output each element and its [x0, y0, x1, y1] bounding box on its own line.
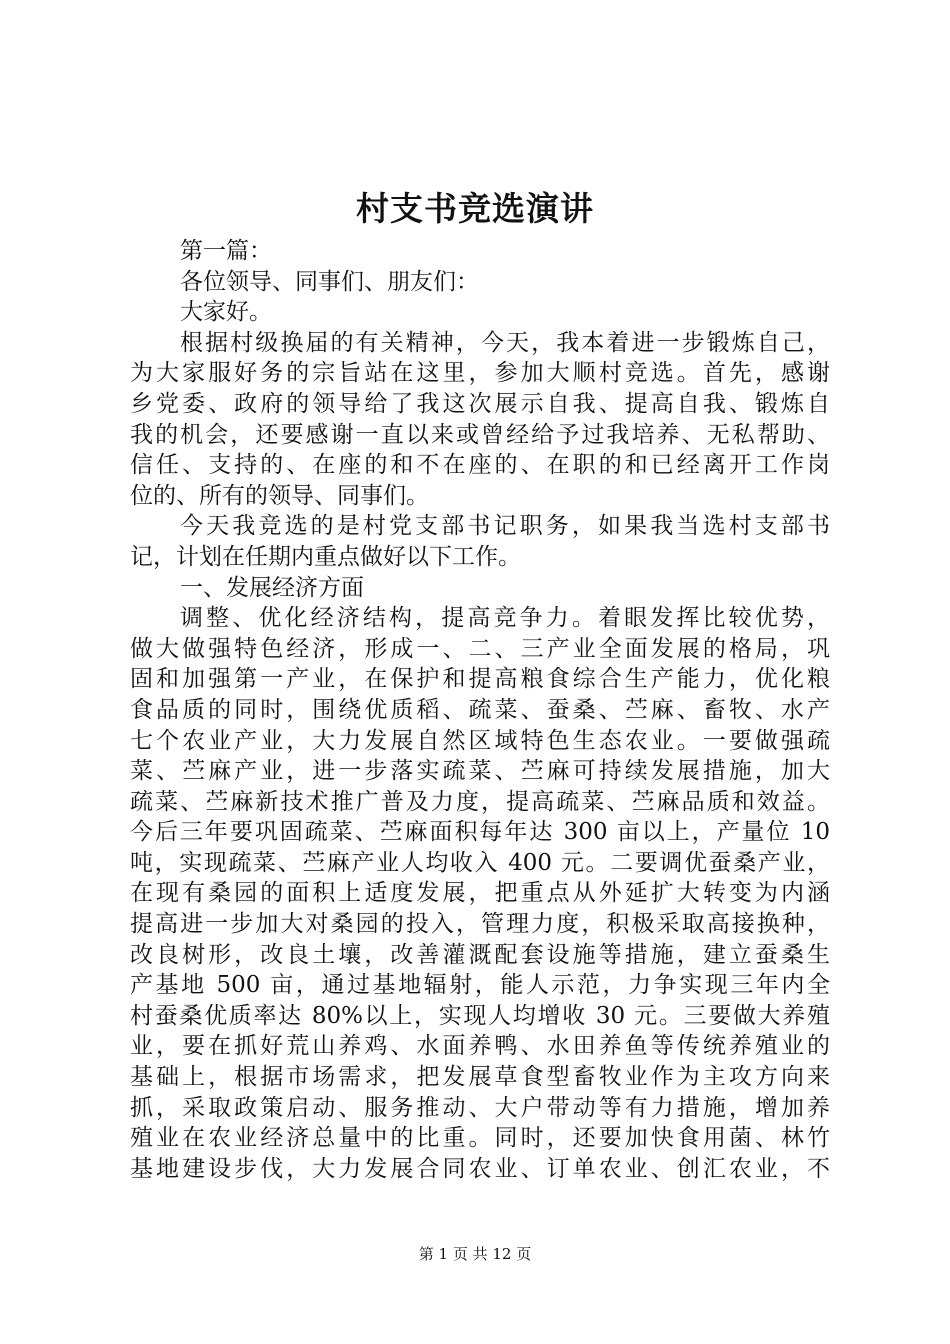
text-line: 位的、所有的领导、同事们。	[130, 482, 429, 509]
text-line: 大家好。	[180, 299, 272, 326]
text-line: 乡党委、政府的领导给了我这次展示自我、提高自我、锻炼自	[130, 390, 830, 417]
document-title: 村支书竞选演讲	[356, 189, 594, 228]
text-line: 提高进一步加大对桑园的投入，管理力度，积极采取高接换种，	[130, 911, 830, 938]
text-line: 第一篇：	[180, 238, 272, 264]
text-line: 各位领导、同事们、朋友们：	[180, 268, 479, 295]
text-line: 七个农业产业，大力发展自然区域特色生态农业。一要做强疏	[130, 727, 830, 754]
text-line: 村蚕桑优质率达 80%以上，实现人均增收 30 元。三要做大养殖	[130, 1002, 830, 1029]
text-line: 固和加强第一产业，在保护和提高粮食综合生产能力，优化粮	[130, 666, 830, 693]
text-line: 一、发展经济方面	[180, 574, 364, 601]
text-line: 我的机会，还要感谢一直以来或曾经给予过我培养、无私帮助、	[130, 421, 830, 448]
text-line: 做大做强特色经济，形成一、二、三产业全面发展的格局，巩	[130, 635, 830, 662]
page-footer: 第 1 页 共 12 页	[418, 1245, 532, 1263]
text-line: 为大家服好务的宗旨站在这里，参加大顺村竞选。首先，感谢	[130, 360, 830, 387]
text-line: 吨，实现疏菜、苎麻产业人均收入 400 元。二要调优蚕桑产业，	[130, 849, 830, 876]
text-line: 殖业在农业经济总量中的比重。同时，还要加快食用菌、林竹	[130, 1125, 830, 1152]
text-line: 抓，采取政策启动、服务推动、大户带动等有力措施，增加养	[130, 1094, 830, 1121]
text-line: 菜、苎麻产业，进一步落实疏菜、苎麻可持续发展措施，加大	[130, 758, 830, 785]
text-line: 食品质的同时，围绕优质稻、疏菜、蚕桑、苎麻、畜牧、水产	[130, 696, 830, 723]
text-line: 疏菜、苎麻新技术推广普及力度，提高疏菜、苎麻品质和效益。	[130, 788, 830, 815]
text-line: 基地建设步伐，大力发展合同农业、订单农业、创汇农业，不	[130, 1155, 830, 1182]
text-line: 产基地 500 亩，通过基地辐射，能人示范，力争实现三年内全	[130, 972, 830, 999]
text-line: 信任、支持的、在座的和不在座的、在职的和已经离开工作岗	[130, 452, 830, 479]
text-line: 记，计划在任期内重点做好以下工作。	[130, 543, 521, 570]
text-line: 今天我竞选的是村党支部书记职务，如果我当选村支部书	[180, 513, 830, 540]
text-line: 改良树形，改良土壤，改善灌溉配套设施等措施，建立蚕桑生	[130, 941, 830, 968]
text-line: 在现有桑园的面积上适度发展，把重点从外延扩大转变为内涵	[130, 880, 830, 907]
text-line: 调整、优化经济结构，提高竞争力。着眼发挥比较优势，	[180, 605, 830, 632]
text-line: 根据村级换届的有关精神，今天，我本着进一步锻炼自己，	[180, 329, 830, 356]
document-body	[130, 236, 830, 1184]
text-line: 今后三年要巩固疏菜、苎麻面积每年达 300 亩以上，产量位 10	[130, 819, 830, 846]
text-line: 业，要在抓好荒山养鸡、水面养鸭、水田养鱼等传统养殖业的	[130, 1033, 830, 1060]
text-line: 基础上，根据市场需求，把发展草食型畜牧业作为主攻方向来	[130, 1064, 830, 1091]
